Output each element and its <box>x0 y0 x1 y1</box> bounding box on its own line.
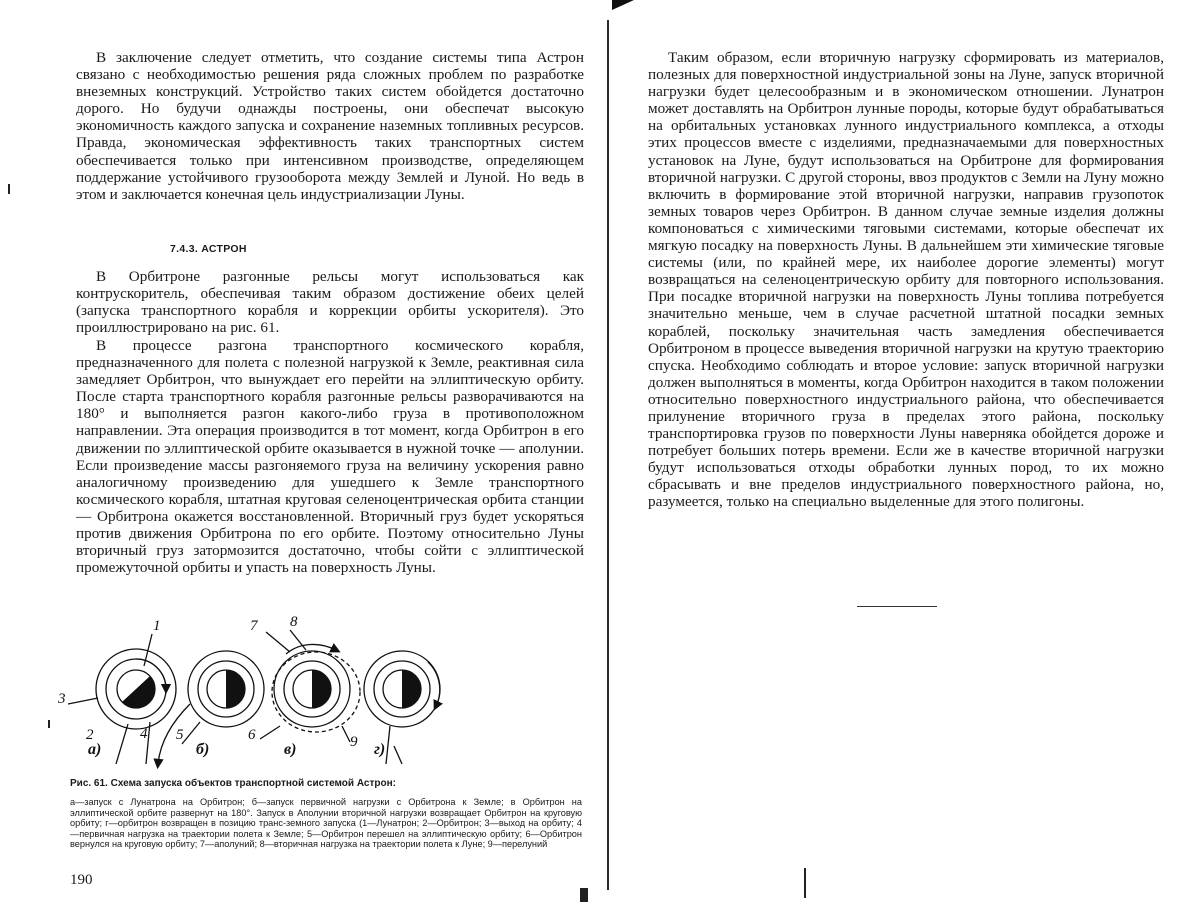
section-heading: 7.4.3. АСТРОН <box>170 243 247 255</box>
figure-label-1: 1 <box>153 618 161 634</box>
figure-label-4: 4 <box>140 726 148 742</box>
figure-label-9: 9 <box>350 734 358 750</box>
scan-speck <box>804 868 806 898</box>
right-page <box>608 0 1200 909</box>
figure-label-6: 6 <box>248 727 256 743</box>
page-number: 190 <box>70 872 93 888</box>
intro-paragraph: В заключение следует отметить, что создание системы типа Астрон связано с необходимостью решения ряда сложных проблем по разработке внеземных конструкций. Устройство таких систем обойдется достаточно дорого. Но будучи однажды построены, они обеспечат высокую экономичность каждого запуска и сохранение наземных топливных ресурсов. Правда, экономическая эффективность таких транспортных систем обеспечивается только при интенсивном производстве, определяющем поддержание устойчивого грузооборота между Землей и Луной. Но ведь в этом и заключается конечная цель индустриализации Луны. <box>76 49 584 203</box>
figure-label-7: 7 <box>250 618 258 634</box>
scan-speck <box>580 888 588 902</box>
figure-caption-body: а—запуск с Лунатрона на Орбитрон; б—запуск первичной нагрузки с Орбитрона к Земле; в Орбитрон на эллиптической орбите развернут на 180°. Запуск в Аполунии вторичной нагрузки возвращает Орбитрон на круговую орбиту; г—орбитрон возвращен в позицию транс-земного запуска (1—Лунатрон; 2—Орбитрон; 3—выход на орбиту; 4—первичная нагрузка на траектории полета к Земле; 5—Орбитрон перешел на эллиптическую орбиту; 6—Орбитрон вернулся на круговую орбиту; 7—аполуний; 8—вторичная нагрузка на траектории полета к Луне; 9—перелуний <box>70 797 582 850</box>
launch-scheme-diagram <box>50 614 610 770</box>
body-paragraph-1: В Орбитроне разгонные рельсы могут использоваться как контрускоритель, обеспечивая таким образом достижение обеих целей (запуска транспортного корабля и коррекции орбиты ускорителя). Это проиллюстрировано на рис. 61. <box>76 268 584 337</box>
figure-caption-title: Рис. 61. Схема запуска объектов транспортной системой Астрон: <box>70 778 396 789</box>
launch-scheme-figure <box>50 614 610 770</box>
figure-label-2: 2 <box>86 727 94 743</box>
scan-speck <box>8 184 10 194</box>
panel-label-c: в) <box>284 741 297 758</box>
figure-label-3: 3 <box>58 691 66 707</box>
end-rule <box>857 606 937 607</box>
figure-label-8: 8 <box>290 614 298 630</box>
panel-label-d: г) <box>374 741 386 758</box>
body-paragraph-2: В процессе разгона транспортного космического корабля, предназначенного для полета с полезной нагрузкой к Земле, реактивная сила замедляет Орбитрон, что вынуждает его перейти на эллиптическую орбиту. После старта транспортного корабля разгонные рельсы разворачиваются на 180° и выполняется разгон какого-либо груза в противоположном направлении. Эта операция производится в тот момент, когда Орбитрон в его движении по эллиптической орбите оказывается в нужной точке — аполунии. Если произведение массы разгоняемого груза на величину ускорения равно аналогичному произведению для ушедшего к Земле транспортного космического корабля, штатная круговая селеноцентрическая орбита станции — Орбитрона окажется восстановленной. Вторичный груз будет ускоряться против движения Орбитрона по его орбите. Поэтому относительно Луны вторичный груз затормозится достаточно, чтобы сойти с эллиптической промежуточной орбиты и упасть на поверхность Луны. <box>76 337 584 577</box>
figure-label-5: 5 <box>176 727 184 743</box>
panel-label-a: а) <box>88 741 102 758</box>
scan-speck <box>48 720 50 728</box>
right-paragraph-1: Таким образом, если вторичную нагрузку сформировать из материалов, полезных для поверхностной индустриальной зоны на Луне, запуск вторичной нагрузки будет целесообразным и в экономическом отношении. Лунатрон может доставлять на Орбитрон лунные породы, которые будут обрабатываться на орбитальных установках лунного индустриального комплекса, а отходы этих процессов вместе с изделиями, предназначаемыми для поверхностных установок на Луне, будут использоваться на Орбитроне для формирования вторичной нагрузки. С другой стороны, ввоз продуктов с Земли на Луну можно включить в формирование этой вторичной нагрузки, направив грузопоток земных товаров через Орбитрон. В данном случае земные изделия должны компоноваться с химическими тяговыми системами, которые обеспечат их мягкую посадку на поверхность Луны. В дальнейшем эти химические тяговые системы (или, по крайней мере, их наиболее дорогие элементы) могут возвращаться на селеноцентрическую орбиту для повторного использования. При посадке вторичной нагрузки на поверхность Луны топлива потребуется значительно меньше, чем в случае расчетной штатной посадки земных кораблей, поскольку значительная часть замедления обеспечивается Орбитроном в процессе выведения вторичной нагрузки на крутую траекторию спуска. Необходимо соблюдать и второе условие: запуск вторичной нагрузки должен выполняться в моменты, когда Орбитрон находится в таком положении относительно поверхностного индустриального района, что обеспечивается прилунение вторичного груза в пределах этого района, поскольку транспортировка грузов по поверхности Луны наверняка обойдется дороже и потребует больших потерь времени. Если же в качестве вторичной нагрузки будут использоваться отходы обработки лунных пород, то их можно сбрасывать и вне пределов индустриального поверхностного района, но, разумеется, только на специально выделенные для этого полигоны. <box>648 49 1164 511</box>
panel-label-b: б) <box>196 741 210 758</box>
